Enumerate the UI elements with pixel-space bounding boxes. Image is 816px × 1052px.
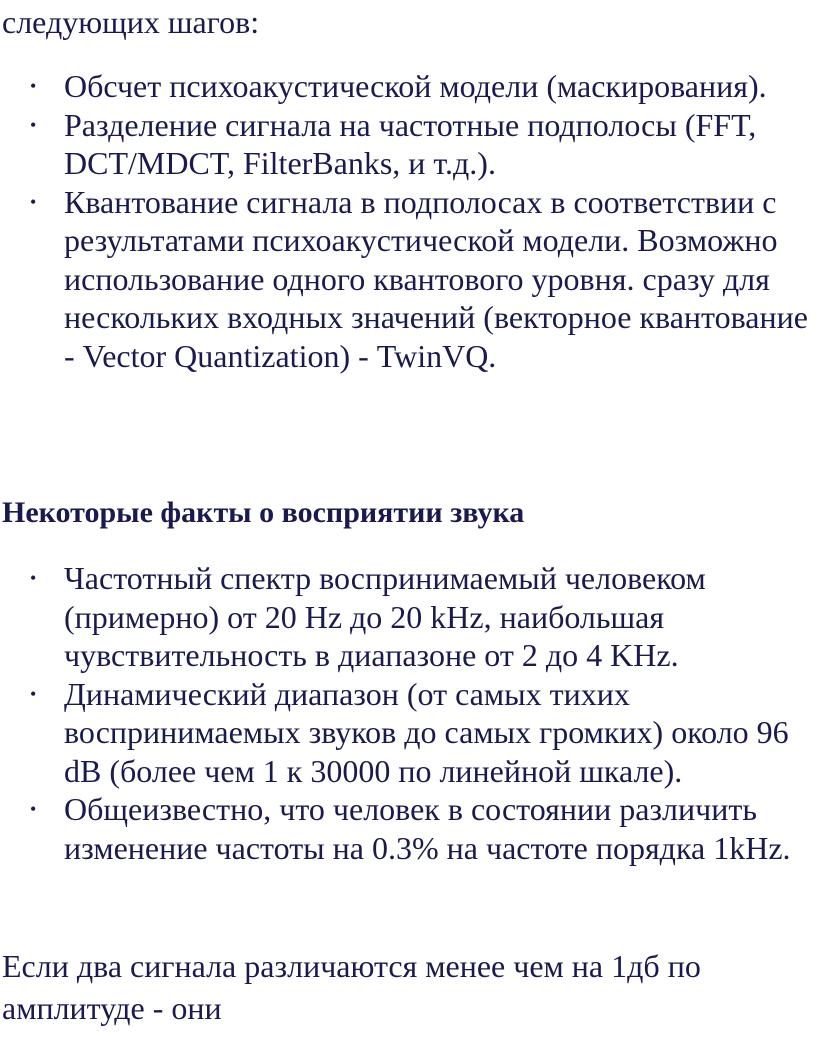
list-item-text: Квантование сигнала в подполосах в соответствии с результатами психоакустической модели. Возможно использование одного квантового уровня. сразу для нескольких входных значений (векторное квантование - Vector Quantization) - TwinVQ. — [64, 183, 808, 374]
facts-list — [0, 559, 816, 867]
section-heading: Некоторые факты о восприятии звука — [2, 496, 525, 529]
intro-text: следующих шагов: — [2, 4, 260, 40]
bullet-icon: • — [30, 568, 37, 588]
list-item — [0, 559, 816, 675]
list-item-text: Разделение сигнала на частотные подполосы (FFT, DCT/MDCT, FilterBanks, и т.д.). — [64, 106, 757, 181]
bullet-icon: • — [30, 191, 37, 212]
closing-text: Если два сигнала различаются менее чем на 1дб по амплитуде - они — [2, 948, 701, 1026]
list-item-text: Динамический диапазон (от самых тихих воспринимаемых звуков до самых громких) около 96 dB (более чем 1 к 30000 по линейной шкале). — [64, 675, 789, 789]
list-item — [0, 67, 816, 106]
bullet-icon: • — [30, 76, 37, 96]
list-item-text: Общеизвестно, что человек в состоянии различить изменение частоты на 0.3% на частоте порядка 1kHz. — [64, 791, 791, 866]
list-item — [0, 790, 816, 867]
bullet-icon: • — [30, 114, 37, 135]
list-item — [0, 183, 816, 376]
list-item — [0, 675, 816, 791]
bullet-icon: • — [30, 683, 37, 704]
steps-list — [0, 67, 816, 375]
bullet-icon: • — [30, 799, 37, 819]
list-item-text: Обсчет психоакустической модели (маскирования). — [64, 68, 767, 104]
list-item — [0, 106, 816, 183]
list-item-text: Частотный спектр воспринимаемый человеком (примерно) от 20 Hz до 20 kHz, наибольшая чувствительность в диапазоне от 2 до 4 KHz. — [64, 560, 706, 673]
